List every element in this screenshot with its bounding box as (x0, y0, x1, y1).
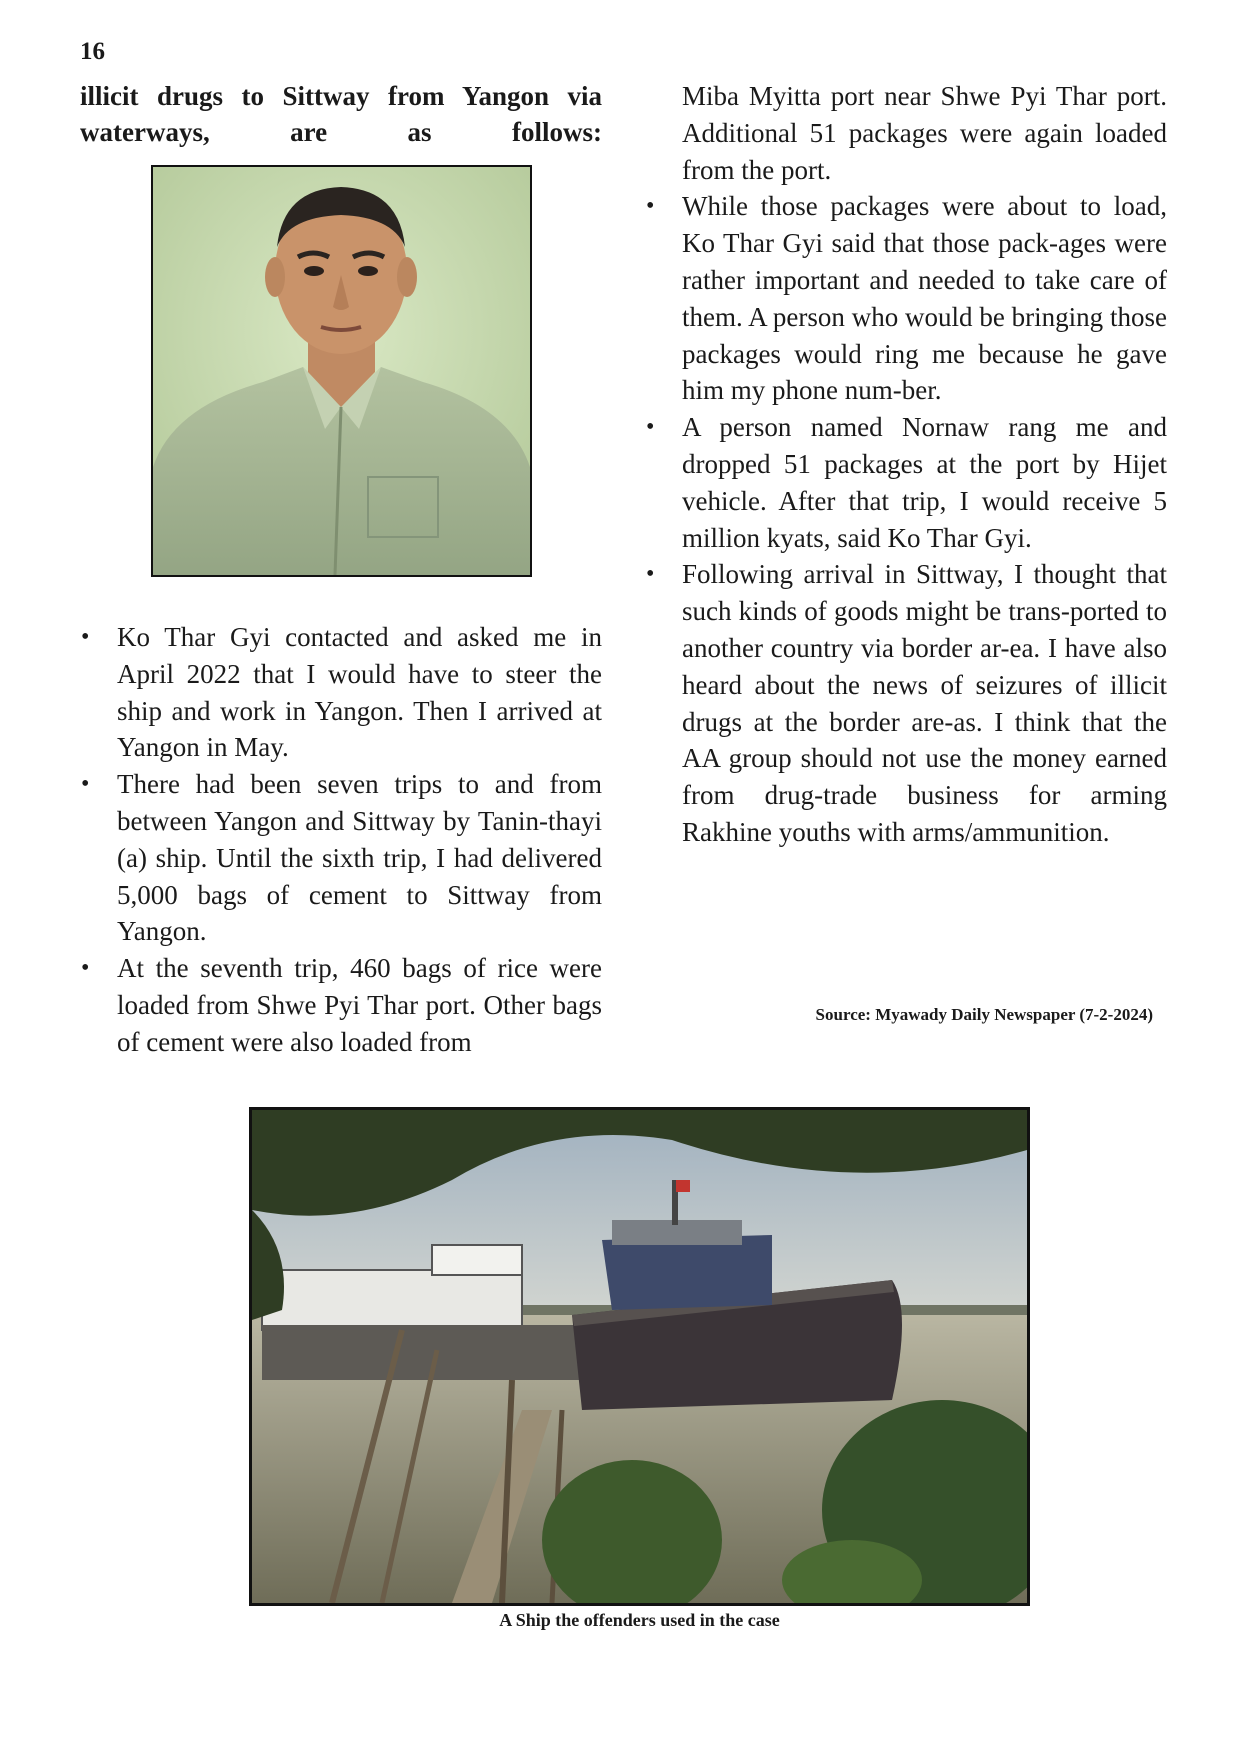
photo-caption: A Ship the offenders used in the case (499, 1610, 780, 1630)
source-credit: Source: Myawady Daily Newspaper (7-2-2024) (815, 1005, 1153, 1024)
list-item: • Ko Thar Gyi contacted and asked me in April 2022 that I would have to steer the ship and work in Yangon. Then I arrived at Yangon in May. (80, 619, 602, 766)
list-item: • While those packages were about to load, Ko Thar Gyi said that those pack-ages were rather important and needed to take care of them. A person who would be bringing those packages would ring me because he gave him my phone num-ber. (645, 188, 1167, 409)
section-heading: illicit drugs to Sittway from Yangon via waterways, are as follows: (80, 81, 602, 147)
page-number: 16 (80, 38, 105, 65)
list-item: • At the seventh trip, 460 bags of rice were loaded from Shwe Pyi Thar port. Other bags of cement were also loaded from (80, 950, 602, 1060)
list-item: • A person named Nornaw rang me and dropped 51 packages at the port by Hijet vehicle. After that trip, I would receive 5 million kyats, said Ko Thar Gyi. (645, 409, 1167, 556)
list-item-continuation: Miba Myitta port near Shwe Pyi Thar port. Additional 51 packages were again loaded from the port. (682, 81, 1167, 185)
list-item: • There had been seven trips to and from between Yangon and Sittway by Tanin-thayi (a) ship. Until the sixth trip, I had delivered 5,000 bags of cement to Sittway from Yangon. (80, 766, 602, 950)
right-column (645, 78, 1167, 851)
portrait-photo (151, 165, 532, 577)
left-bullet-list (80, 619, 602, 1061)
ship-photo (249, 1107, 1030, 1606)
list-item: • Following arrival in Sittway, I thought that such kinds of goods might be trans-ported to another country via border ar-ea. I have also heard about the news of seizures of illicit drugs at the border are-as. I think that the AA group should not use the money earned from drug-trade business for arming Rakhine youths with arms/ammunition. (645, 556, 1167, 850)
